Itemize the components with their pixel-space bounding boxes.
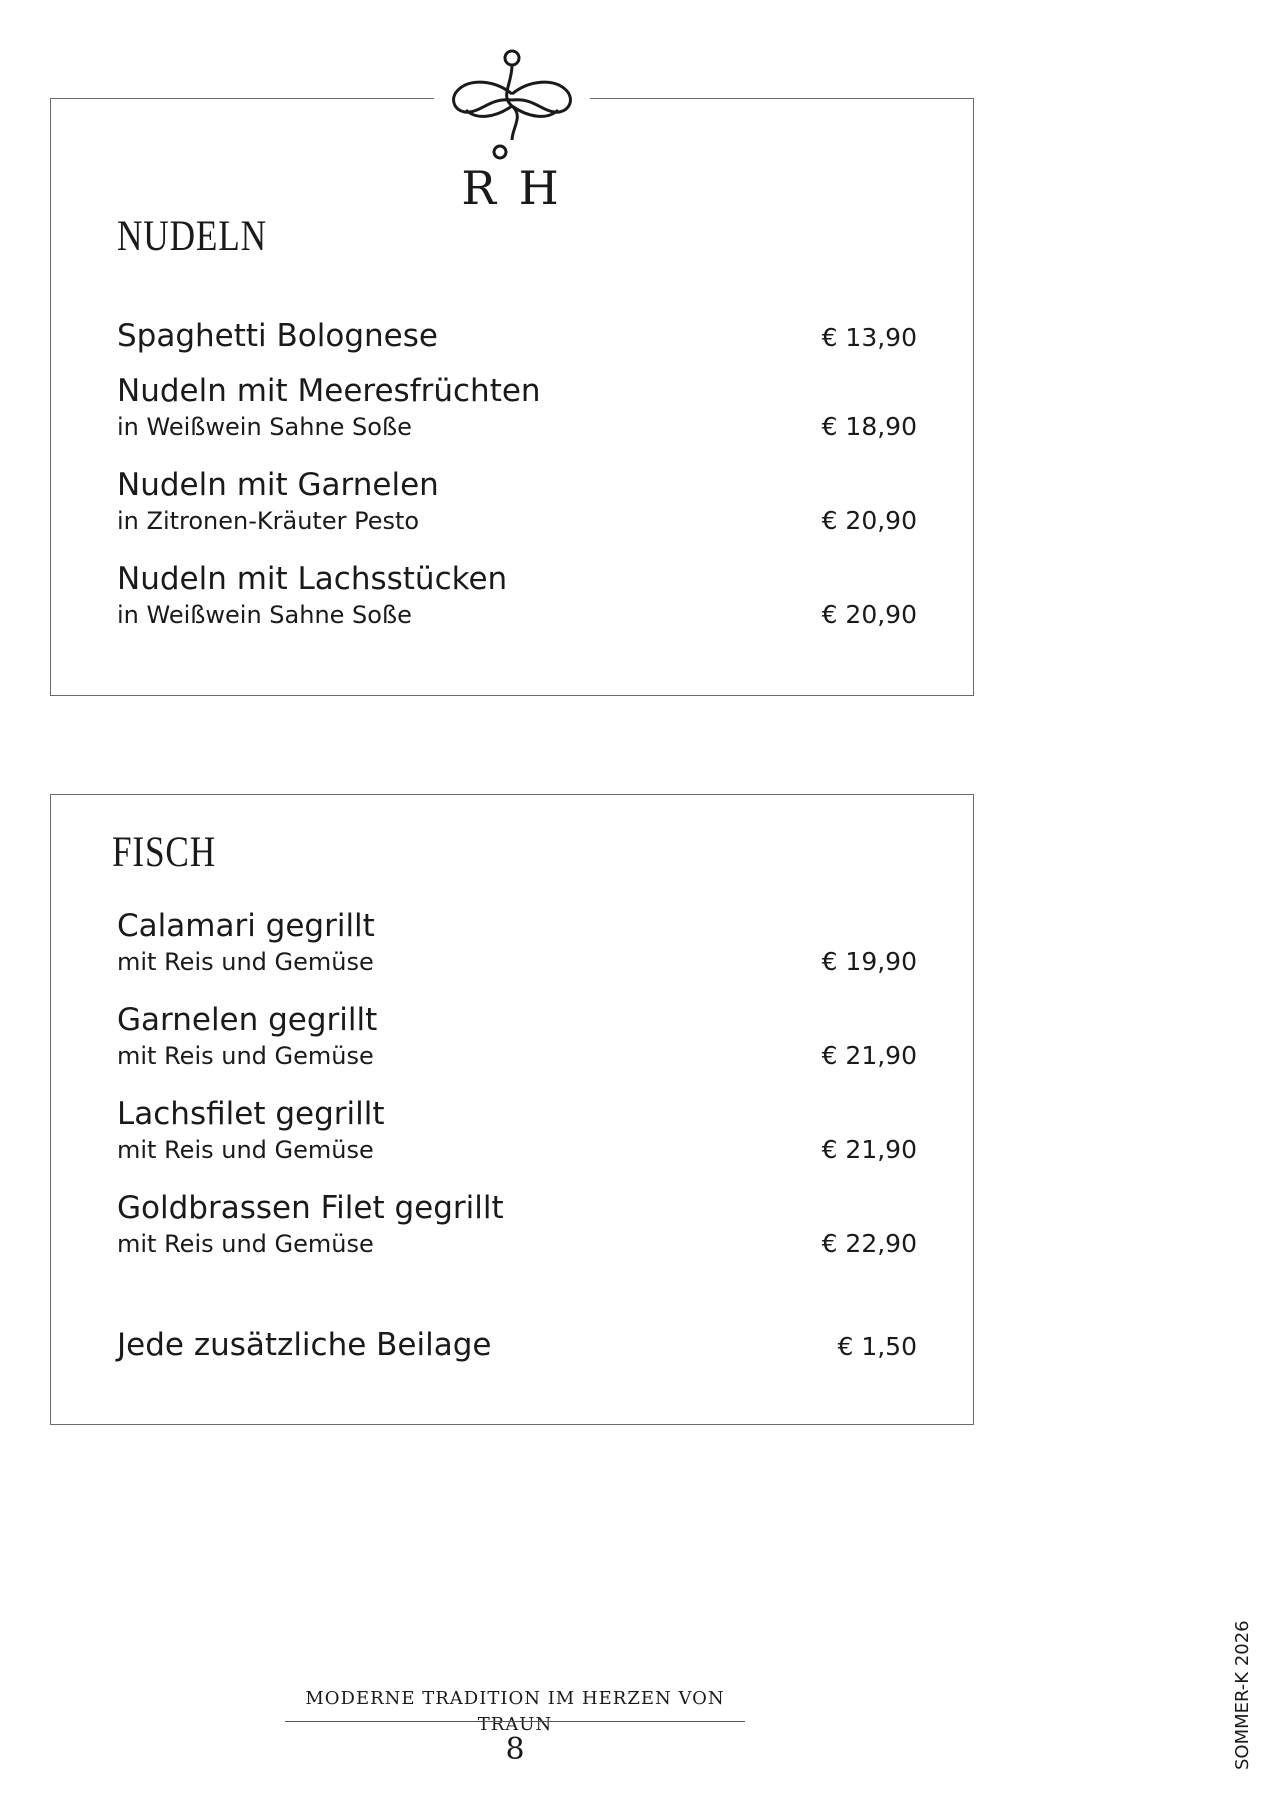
section-title-fisch: FISCH (112, 829, 217, 876)
menu-item (117, 371, 917, 443)
item-price: € 19,90 (821, 947, 917, 976)
menu-item (117, 1188, 917, 1260)
menu-item (117, 465, 917, 537)
item-name: Lachsfilet gegrillt (117, 1096, 385, 1132)
menu-item (117, 906, 917, 978)
menu-item (117, 1325, 917, 1365)
item-description: mit Reis und Gemüse (117, 1230, 374, 1258)
item-price: € 20,90 (821, 506, 917, 535)
item-name: Goldbrassen Filet gegrillt (117, 1190, 504, 1226)
item-description: in Zitronen-Kräuter Pesto (117, 507, 420, 535)
footer-tagline: MODERNE TRADITION IM HERZEN VON TRAUN (305, 1688, 725, 1735)
menu-item (117, 1000, 917, 1072)
section-title-nudeln: NUDELN (117, 213, 267, 260)
item-price: € 22,90 (821, 1229, 917, 1258)
item-price: € 20,90 (821, 600, 917, 629)
item-price: € 21,90 (821, 1135, 917, 1164)
item-price: € 13,90 (821, 323, 917, 352)
box-top-border-right (590, 98, 974, 99)
logo-monogram: R H (461, 161, 563, 215)
item-price: € 21,90 (821, 1041, 917, 1070)
side-label: SOMMER-K 2026 (1232, 1620, 1253, 1770)
footer-divider (285, 1721, 745, 1722)
item-name: Jede zusätzliche Beilage (117, 1327, 492, 1363)
menu-item (117, 559, 917, 631)
menu-item (117, 316, 917, 356)
item-name: Nudeln mit Meeresfrüchten (117, 373, 541, 409)
restaurant-logo (440, 44, 584, 215)
item-name: Garnelen gegrillt (117, 1002, 378, 1038)
item-price: € 1,50 (837, 1332, 917, 1361)
item-description: mit Reis und Gemüse (117, 1136, 374, 1164)
item-name: Spaghetti Bolognese (117, 318, 438, 354)
item-description: mit Reis und Gemüse (117, 1042, 374, 1070)
ornament-icon (440, 44, 584, 162)
item-description: mit Reis und Gemüse (117, 948, 374, 976)
item-description: in Weißwein Sahne Soße (117, 413, 412, 441)
item-name: Calamari gegrillt (117, 908, 375, 944)
box-top-border-left (50, 98, 434, 99)
item-description: in Weißwein Sahne Soße (117, 601, 412, 629)
item-name: Nudeln mit Lachsstücken (117, 561, 508, 597)
menu-item (117, 1094, 917, 1166)
item-name: Nudeln mit Garnelen (117, 467, 439, 503)
item-price: € 18,90 (821, 412, 917, 441)
page-number: 8 (505, 1732, 525, 1767)
